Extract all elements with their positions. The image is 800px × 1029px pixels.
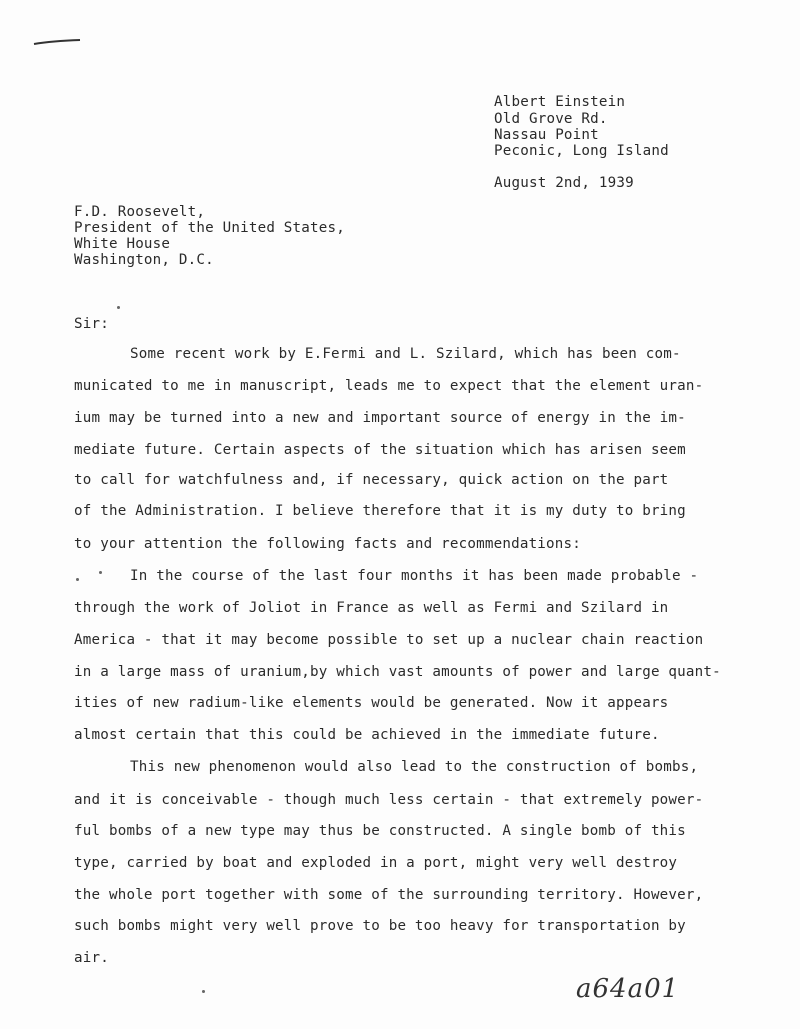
paragraph-line: air.: [74, 950, 109, 966]
paragraph-line: mediate future. Certain aspects of the situation which has arisen seem: [74, 442, 686, 458]
recipient-place: White House: [74, 236, 171, 252]
paragraph-line: through the work of Joliot in France as well as Fermi and Szilard in: [74, 600, 669, 616]
sender-area: Nassau Point: [494, 127, 599, 143]
sender-town: Peconic, Long Island: [494, 143, 669, 159]
paragraph-line: In the course of the last four months it has been made probable -: [130, 568, 699, 584]
paragraph-line: the whole port together with some of the surrounding territory. However,: [74, 887, 704, 903]
recipient-city: Washington, D.C.: [74, 252, 214, 268]
ink-speck: [117, 306, 120, 309]
paragraph-line: to call for watchfulness and, if necessary, quick action on the part: [74, 472, 669, 488]
paragraph-line: municated to me in manuscript, leads me to expect that the element uran-: [74, 378, 704, 394]
paragraph-line: ities of new radium-like elements would be generated. Now it appears: [74, 695, 669, 711]
paragraph-line: such bombs might very well prove to be too heavy for transportation by: [74, 918, 686, 934]
paragraph-line: type, carried by boat and exploded in a port, might very well destroy: [74, 855, 678, 871]
ink-dash-mark: [32, 38, 82, 46]
paragraph-line: to your attention the following facts and recommendations:: [74, 536, 582, 552]
paragraph-line: almost certain that this could be achieved in the immediate future.: [74, 727, 660, 743]
recipient-title: President of the United States,: [74, 220, 345, 236]
paragraph-line: Some recent work by E.Fermi and L. Szilard, which has been com-: [130, 346, 681, 362]
salutation: Sir:: [74, 316, 109, 332]
paragraph-line: ful bombs of a new type may thus be constructed. A single bomb of this: [74, 823, 686, 839]
ink-speck: [202, 990, 205, 993]
letter-date: August 2nd, 1939: [494, 175, 634, 191]
paragraph-line: of the Administration. I believe therefore that it is my duty to bring: [74, 503, 686, 519]
paragraph-line: America - that it may become possible to set up a nuclear chain reaction: [74, 632, 704, 648]
recipient-name: F.D. Roosevelt,: [74, 204, 206, 220]
paragraph-line: in a large mass of uranium,by which vast amounts of power and large quant-: [74, 664, 721, 680]
paragraph-line: and it is conceivable - though much less certain - that extremely power-: [74, 792, 704, 808]
sender-street: Old Grove Rd.: [494, 111, 608, 127]
handwritten-archive-number: a64a01: [576, 974, 680, 1004]
paragraph-line: This new phenomenon would also lead to the construction of bombs,: [130, 759, 699, 775]
ink-speck: [76, 578, 79, 581]
paragraph-line: ium may be turned into a new and important source of energy in the im-: [74, 410, 686, 426]
ink-speck: [99, 571, 102, 574]
sender-name: Albert Einstein: [494, 94, 626, 110]
